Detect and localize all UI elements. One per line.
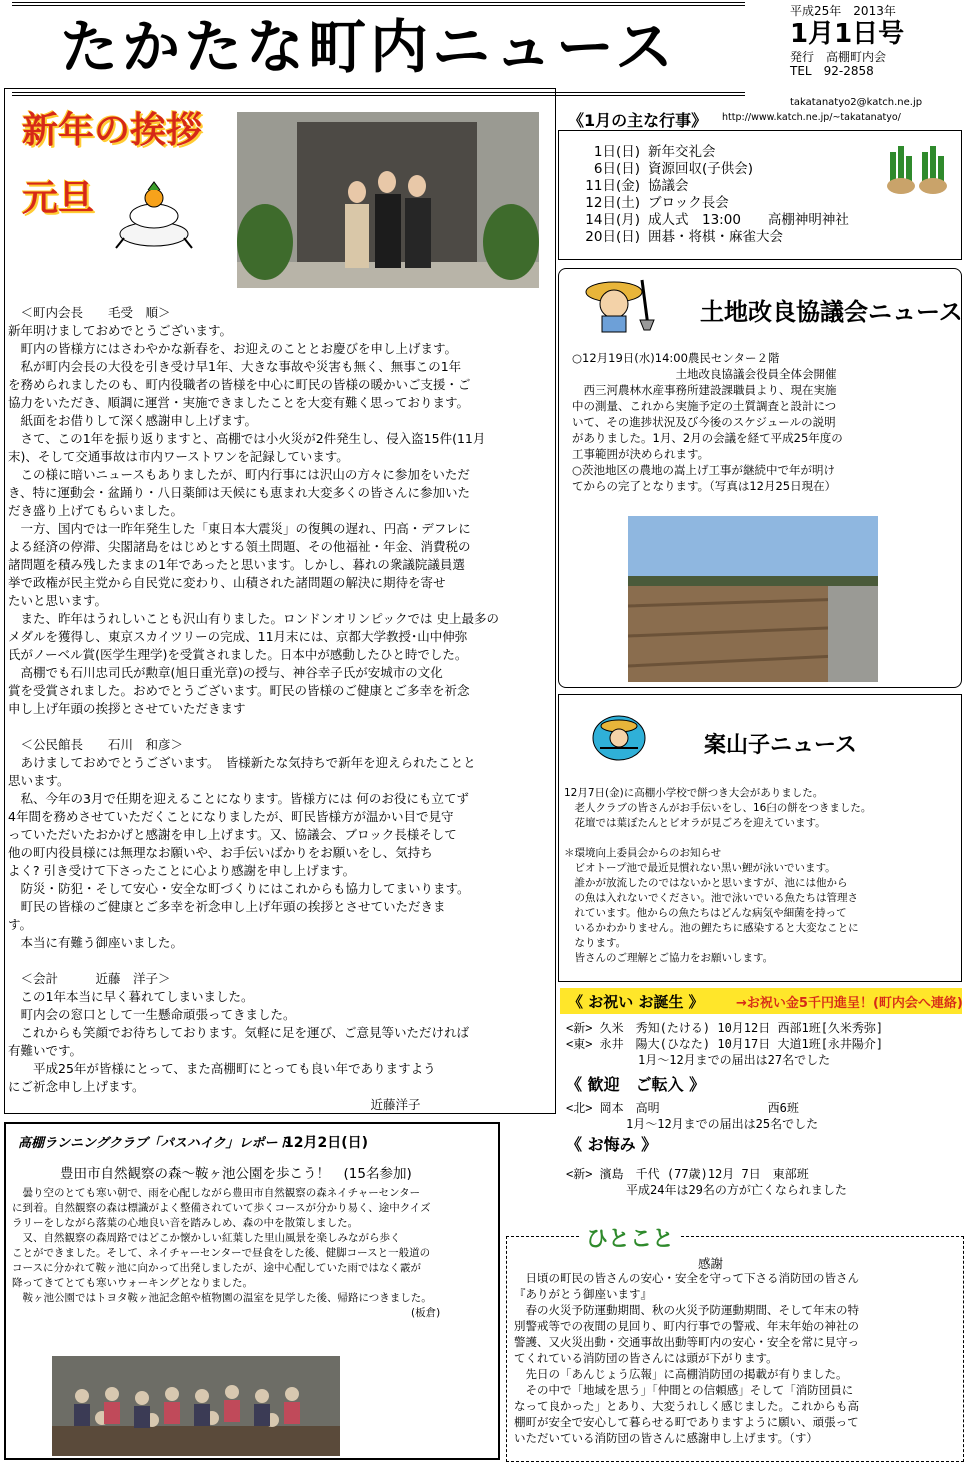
publisher: 発行 高棚町内会 bbox=[790, 50, 887, 64]
event-date: 1日(日) bbox=[593, 144, 640, 160]
land-news-body-line: てからの完了となります。（写真は12月25日現在） bbox=[572, 479, 837, 493]
edition-year: 2013年 bbox=[853, 4, 896, 18]
greeting-body-line: これからも笑顔でお待ちしております。気軽に足を運び、ご意見等いただければ bbox=[8, 1025, 470, 1040]
greeting-body-line: 町内会の窓口として一生懸命頑張ってきました。 bbox=[8, 1007, 296, 1022]
greeting-body-line: 思います。 bbox=[8, 773, 70, 788]
walking-body-line: コースに分かれて鞍ヶ池に向かって出発しましたが、途中心配していた雨ではなく霰が bbox=[12, 1262, 421, 1274]
greeting-body-line bbox=[8, 718, 552, 736]
events-list bbox=[564, 144, 849, 246]
greeting-body-line: 近藤洋子 bbox=[8, 1097, 421, 1112]
greeting-body-line: 町民の皆様のご健康とご多幸を祈念申し上げ年頭の挨拶とさせていただきま bbox=[8, 899, 446, 914]
land-news-body-line: がありました。1月、2月の会議を経て平成25年度の bbox=[572, 431, 843, 445]
celebrate-list-line: 1月～12月までの届出は27名でした bbox=[566, 1053, 831, 1067]
greeting-body-line: 賞を受賞されました。おめでとうございます。町民の皆様のご健康とご多幸を祈念 bbox=[8, 683, 470, 698]
scarecrow-icon bbox=[592, 714, 646, 762]
walking-headline: 豊田市自然観察の森～鞍ヶ池公園を歩こう！ (15名参加) bbox=[60, 1166, 412, 1182]
condolence-list-line: 平成24年は29名の方が亡くなられました bbox=[566, 1183, 847, 1197]
celebrate-note: →お祝い金5千円進呈！(町内会へ連絡) bbox=[736, 996, 963, 1011]
greeting-body-line: 氏がノーベル賞(医学生理学)を受賞されました。日本中が感動したひと時でした。 bbox=[8, 647, 468, 662]
land-news-body-line: 西三河農林水産事務所建設課職員より、現在実施 bbox=[572, 383, 837, 397]
greeting-body-line: ＜会計 近藤 洋子＞ bbox=[8, 971, 171, 986]
greeting-body-line: を務められましたのも、町内役職者の皆様を中心に町民の皆様の暖かいご支援・ご bbox=[8, 377, 471, 392]
edition-date: 1月1日号 bbox=[790, 19, 905, 49]
land-news-body-line: 工事範囲が決められます。 bbox=[572, 447, 710, 461]
event-name: 成人式 13:00 高棚神明神社 bbox=[648, 212, 849, 228]
greeting-body-line: 私が町内会長の大役を引き受け早1年、大きな事故や災害も無く、無事この1年 bbox=[8, 359, 462, 374]
event-date: 12日(土) bbox=[585, 195, 640, 211]
land-news-body-line: 土地改良協議会役員全体会開催 bbox=[572, 367, 837, 381]
greeting-body-line: 高棚でも石川忠司氏が勲章(旭日重光章)の授与、神谷幸子氏が安城市の文化 bbox=[8, 665, 443, 680]
greeting-body-line: ＜公民館長 石川 和彦＞ bbox=[8, 737, 184, 752]
greeting-body-line: 本当に有難う御座いました。 bbox=[8, 935, 184, 950]
hitokoto-body-line: 警護、又火災出動・交通事故出動等町内の安心・安全を常に見守っ bbox=[514, 1335, 859, 1349]
celebrate-list-line: <新> 久米 秀知(たける) 10月12日 西部1班[久米秀弥] bbox=[566, 1021, 884, 1035]
welcome-list-line: <北> 岡本 高明 西6班 bbox=[566, 1101, 799, 1115]
hitokoto-body-line: いただいている消防団の皆さんに感謝申し上げます。（す） bbox=[514, 1431, 818, 1445]
walking-body-line: ラリーをしながら落葉の心地良い音を踏みしめ、森の中を散策しました。 bbox=[12, 1217, 359, 1229]
walking-body bbox=[12, 1186, 440, 1321]
website-url[interactable]: http://www.katch.ne.jp/~takatanatyo/ bbox=[722, 112, 901, 123]
hitokoto-body-line: その中で「地域を思う」「仲間との信頼感」そして「消防団員に bbox=[514, 1383, 854, 1397]
walking-body-line: (板倉) bbox=[12, 1307, 441, 1319]
land-photo bbox=[628, 516, 878, 682]
kakashi-news-body-line: れています。他からの魚たちはどんな病気や細菌を持って bbox=[564, 907, 847, 919]
greeting-body-line: さて、この1年を振り返りますと、高棚では小火災が2件発生し、侵入盗15件(11月 bbox=[8, 431, 486, 446]
event-name: 囲碁・将棋・麻雀大会 bbox=[648, 229, 783, 245]
land-news-body-line: ○茨池地区の農地の嵩上げ工事が継続中で年が明け bbox=[572, 463, 836, 477]
telephone: TEL 92-2858 bbox=[790, 64, 874, 78]
greeting-body-line: 申し上げ年頭の挨拶とさせていただきます bbox=[8, 701, 246, 716]
walking-title: 高棚ランニングクラブ「パスハイク」レポート bbox=[18, 1136, 291, 1151]
greeting-title: 新年の挨拶 bbox=[22, 110, 203, 151]
greeting-body bbox=[8, 304, 552, 1114]
kakashi-news-body-line: いるかわかりません。池の鯉たちに感染すると大変なことに bbox=[564, 922, 859, 934]
hitokoto-body-line: 『ありがとう御座います』 bbox=[514, 1287, 652, 1301]
greeting-body-line: 防災・防犯・そして安心・安全な町づくりにはこれからも協力してまいります。 bbox=[8, 881, 470, 896]
greeting-body-line: 一方、国内では一昨年発生した「東日本大震災」の復興の遅れ、円高・デフレに bbox=[8, 521, 471, 536]
walking-body-line: 鞍ヶ池公園ではトヨタ鞍ヶ池記念館や植物園の温室を見学した後、帰路につきました。 bbox=[12, 1292, 432, 1304]
hitokoto-body-line: 別警戒等での夜間の見回り、町内行事での警戒、年末年始の神社の bbox=[514, 1319, 859, 1333]
celebrate-banner bbox=[560, 988, 962, 1014]
kakashi-news-body-line: 皆さんのご理解とご協力をお願いします。 bbox=[564, 952, 774, 964]
greeting-body-line: 平成25年が皆様にとって、また高棚町にとっても良い年でありますよう bbox=[8, 1061, 436, 1076]
kakashi-news-body-line: 花壇では葉ぼたんとビオラが見ごろを迎えています。 bbox=[564, 817, 826, 829]
kakashi-news-body bbox=[564, 786, 871, 966]
event-date: 20日(日) bbox=[585, 229, 640, 245]
greeting-photo bbox=[237, 112, 539, 288]
walking-body-line: 又、自然観察の森周路ではどこか懐かしい紅葉した里山風景を楽しみながら歩く bbox=[12, 1232, 401, 1244]
greeting-body-line: 4年間を務めさせていただくことになりましたが、町民皆様方が温かい目で見守 bbox=[8, 809, 454, 824]
event-row bbox=[564, 161, 849, 178]
greeting-body-line: 新年明けましておめでとうございます。 bbox=[8, 323, 233, 338]
kakashi-news-body-line: 12月7日(金)に高棚小学校で餅つき大会がありました。 bbox=[564, 787, 824, 799]
greeting-body-line: この1年本当に早く暮れてしまいました。 bbox=[8, 989, 254, 1004]
greeting-body-line: 末)、そして交通事故は市内ワーストワンを記録しています。 bbox=[8, 449, 349, 464]
walking-body-line: ことができました。そして、ネイチャーセンターで昼食をした後、健脚コースと一般道の bbox=[12, 1247, 431, 1259]
condolence-title: 《 お悔み 》 bbox=[566, 1135, 658, 1154]
hitokoto-body-line: てくれている消防団の皆さんには頭が下がります。 bbox=[514, 1351, 778, 1365]
event-name: 資源回収(子供会) bbox=[648, 161, 754, 177]
kakashi-news-title: 案山子ニュース bbox=[704, 733, 857, 758]
welcome-list bbox=[566, 1100, 818, 1132]
land-news-body-line: いて、その進捗状況及び今後のスケジュールの説明 bbox=[572, 415, 836, 429]
kakashi-news-body-line bbox=[564, 831, 871, 846]
condolence-list bbox=[566, 1166, 847, 1198]
kakashi-news-body-line: 誰かが放流したのではないかと思いますが、池には他から bbox=[564, 877, 848, 889]
greeting-body-line bbox=[8, 952, 552, 970]
celebrate-list bbox=[566, 1020, 883, 1068]
greeting-body-line: 他の町内役員様には無理なお願いや、お手伝いばかりをお願いをし、気持ち bbox=[8, 845, 433, 860]
hitokoto-body-line: 春の火災予防運動期間、秋の火災予防運動期間、そして年末の特 bbox=[514, 1303, 859, 1317]
greeting-body-line: 挙で政権が民主党から自民党に変わり、山積された諸問題の解決に期待を寄せ bbox=[8, 575, 446, 590]
hitokoto-subtitle: 感謝 bbox=[698, 1256, 724, 1271]
email[interactable]: takatanatyo2@katch.ne.jp bbox=[790, 97, 923, 108]
walking-date: 12月2日(日) bbox=[284, 1135, 369, 1151]
greeting-body-line: っていただいたおかげと感謝を申し上げます。又、協議会、ブロック長様そして bbox=[8, 827, 457, 842]
kadomatsu-icon bbox=[884, 140, 950, 196]
event-date: 6日(日) bbox=[593, 161, 640, 177]
land-news-body-line: 中の測量、これから実施予定の土質調査と設計につ bbox=[572, 399, 837, 413]
kakashi-news-body-line: 老人クラブの皆さんがお手伝いをし、16臼の餅をつきました。 bbox=[564, 802, 872, 814]
greeting-body-line: 協力をいただき、順調に運営・実施できましたことを大変有難く思っております。 bbox=[8, 395, 470, 410]
event-name: 協議会 bbox=[648, 178, 689, 194]
event-row bbox=[564, 144, 849, 161]
greeting-body-line: 私、今年の3月で任期を迎えることになります。皆様方には 何のお役にも立てず bbox=[8, 791, 469, 806]
event-name: ブロック長会 bbox=[648, 195, 729, 211]
greeting-body-line: 紙面をお借りして深く感謝申し上げます。 bbox=[8, 413, 258, 428]
event-date: 11日(金) bbox=[585, 178, 640, 194]
greeting-body-line: 諸問題を積み残したままの1年であったと思います。しかし、暮れの衆議院議員選 bbox=[8, 557, 465, 572]
event-date: 14日(月) bbox=[585, 212, 640, 228]
event-row bbox=[564, 229, 849, 246]
celebrate-title: 《 お祝い お誕生 》 bbox=[568, 993, 704, 1011]
greeting-body-line: だき盛り上げてもらいました。 bbox=[8, 503, 184, 518]
farmer-icon bbox=[584, 276, 660, 334]
hitokoto-body-line: 日頃の町民の皆さんの安心・安全を守って下さる消防団の皆さん bbox=[514, 1271, 859, 1285]
greeting-body-line: 町内の皆様方にはさわやかな新春を、お迎えのこととお慶びを申し上げます。 bbox=[8, 341, 458, 356]
greeting-body-line: たいと思います。 bbox=[8, 593, 108, 608]
kagami-mochi-icon bbox=[112, 180, 196, 250]
greeting-body-line: す。 bbox=[8, 917, 33, 932]
hitokoto-body-line: 先日の「あんじょう広報」に高棚消防団の掲載が有りました。 bbox=[514, 1367, 848, 1381]
events-title: 《1月の主な行事》 bbox=[568, 111, 708, 130]
greeting-body-line: ＜町内会長 毛受 順＞ bbox=[8, 305, 171, 320]
kakashi-news-body-line: ＊環境向上委員会からのお知らせ bbox=[564, 847, 722, 859]
greeting-body-line: メダルを獲得し、東京スカイツリーの完成、11月末には、京都大学教授･山中伸弥 bbox=[8, 629, 468, 644]
event-row bbox=[564, 195, 849, 212]
hitokoto-title: ひとこと bbox=[580, 1222, 680, 1253]
hitokoto-body-line: 棚町が安全で安心して暮らせる町でありますように願い、頑張って bbox=[514, 1415, 859, 1429]
kakashi-news-body-line: なります。 bbox=[564, 937, 627, 949]
welcome-list-line: 1月～12月までの届出は25名でした bbox=[566, 1117, 819, 1131]
land-news-body-line: ○12月19日(水)14:00農民センター２階 bbox=[572, 351, 780, 365]
walking-group-photo bbox=[52, 1356, 340, 1456]
kakashi-news-body-line: の魚は入れないでください。池で泳いでいる魚たちは管理さ bbox=[564, 892, 858, 904]
celebrate-list-line: <東> 永井 陽大(ひなた) 10月17日 大道1班[永井陽介] bbox=[566, 1037, 884, 1051]
walking-body-line: 曇り空のとても寒い朝で、雨を心配しながら豊田市自然観察の森ネイチャーセンター bbox=[12, 1187, 421, 1199]
hitokoto-body-line: なって良かった」とあり、大変うれしく感じました。これからも高 bbox=[514, 1399, 859, 1413]
kakashi-news-body-line: ビオトープ池で最近見慣れない黒い鯉が泳いでいます。 bbox=[564, 862, 836, 874]
greeting-body-line: き、特に運動会・盆踊り・八日薬師は天候にも恵まれ大変多くの皆さんに参加いた bbox=[8, 485, 471, 500]
greeting-body-line: また、昨年はうれしいことも沢山有りました。ロンドンオリンピックでは 史上最多の bbox=[8, 611, 499, 626]
hitokoto-body bbox=[514, 1270, 859, 1446]
condolence-list-line: <新> 濱島 千代 (77歳)12月 7日 東部班 bbox=[566, 1167, 809, 1181]
welcome-title: 《 歓迎 ご転入 》 bbox=[566, 1075, 706, 1094]
edition-era: 平成25年 bbox=[790, 4, 842, 18]
event-row bbox=[564, 212, 849, 229]
greeting-body-line: この様に暗いニュースもありましたが、町内行事には沢山の方々に参加をいただ bbox=[8, 467, 470, 482]
walking-body-line: 降ってきてとても寒いウォーキングとなりました。 bbox=[12, 1277, 253, 1289]
greeting-subtitle: 元旦 bbox=[22, 178, 95, 219]
greeting-body-line: あけましておめでとうございます。 皆様新たな気持ちで新年を迎えられたことと bbox=[8, 755, 476, 770]
greeting-body-line: よく? 引き受けて下さったことに心より感謝を申し上げます。 bbox=[8, 863, 356, 878]
event-row bbox=[564, 178, 849, 195]
land-news-title: 土地改良協議会ニュース bbox=[700, 298, 963, 326]
walking-body-line: に到着。自然観察の森は標識がよく整備されていて歩くコースが分かり易く、途中クイズ bbox=[12, 1202, 431, 1214]
event-name: 新年交礼会 bbox=[648, 144, 716, 160]
newsletter-title: たかたな町内ニュース bbox=[60, 13, 678, 81]
greeting-body-line: 有難いです。 bbox=[8, 1043, 83, 1058]
edition-info bbox=[790, 4, 970, 110]
greeting-body-line: にご祈念申し上げます。 bbox=[8, 1079, 145, 1094]
land-news-body bbox=[572, 350, 843, 494]
greeting-body-line: よる経済の停滞、尖閣諸島をはじめとする領土問題、その他福祉・年金、消費税の bbox=[8, 539, 471, 554]
